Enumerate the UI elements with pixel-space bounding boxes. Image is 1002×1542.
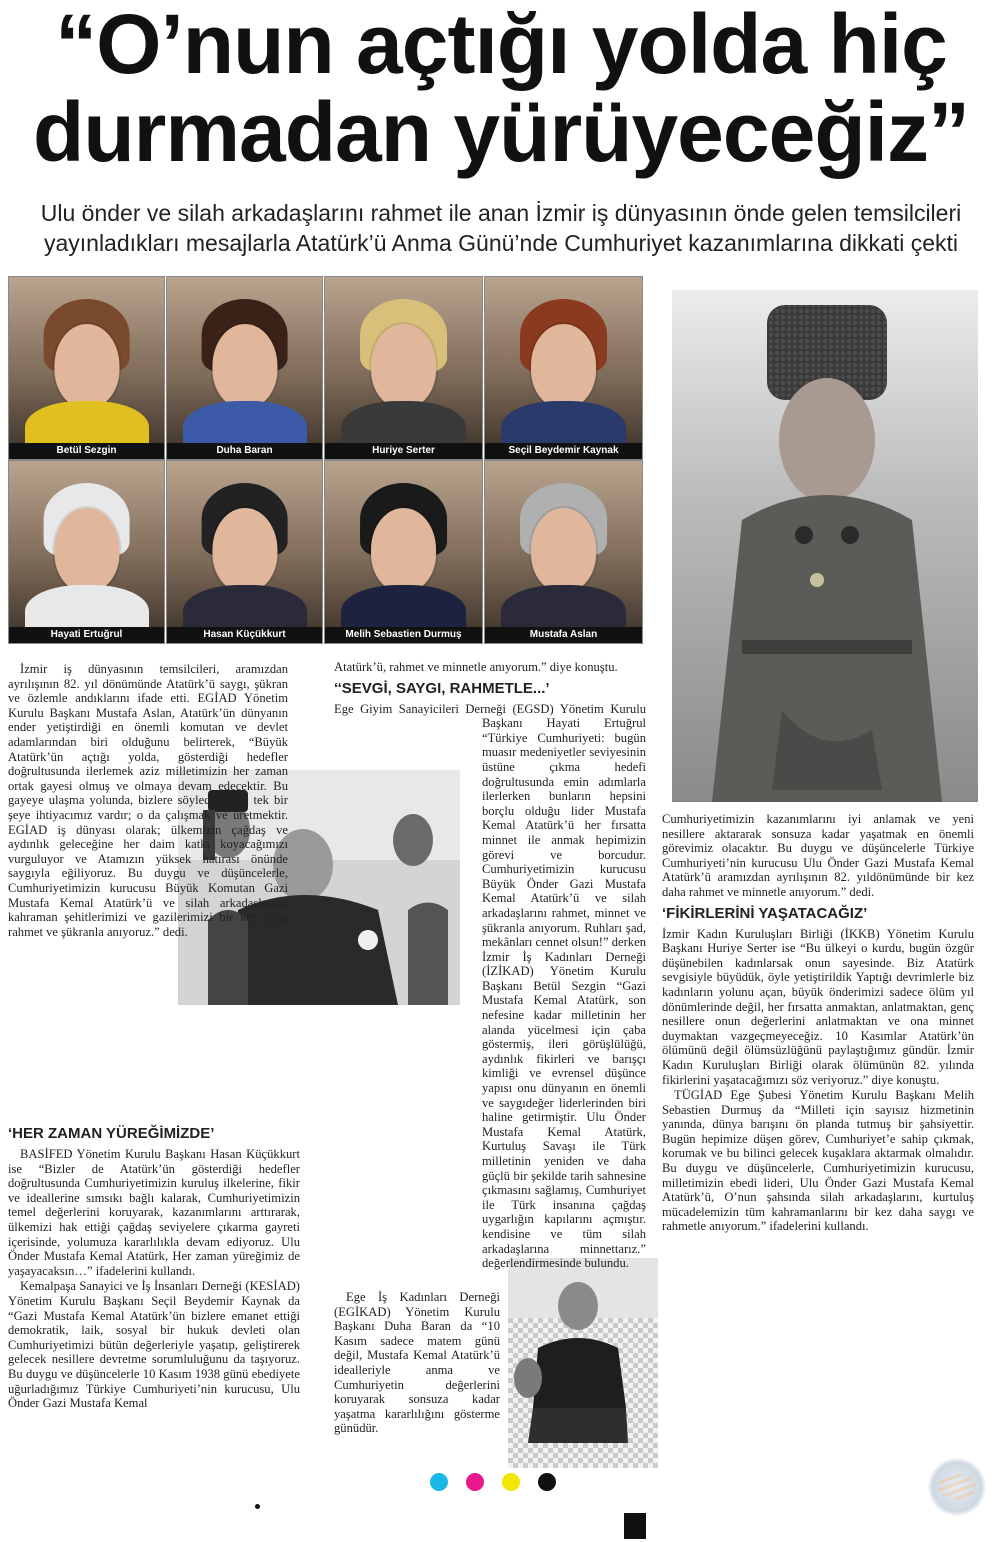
photo-caption: Betül Sezgin xyxy=(9,443,164,459)
crop-block-mark xyxy=(624,1513,646,1539)
col2-paragraph-2: Ege İş Kadınları Derneği (EGİKAD) Yönetim Kurulu Başkanı Duha Baran da “10 Kasım sadece matem günü değil, Mustafa Kemal Atatürk’ü idealleriyle anma ve Cumhuriyetin değerlerini koruyarak sonsuza kadar yaşatma kararlılığını gösterme günüdür. xyxy=(334,1290,500,1436)
col1-paragraph-1: İzmir iş dünyasının temsilcileri, aramızdan ayrılışının 82. yıl dönümünde Atatürk’ü saygı, şükran ve özlemle andıklarını ifade etti. EGİAD Yönetim Kurulu Başkanı Mustafa Aslan, Atatürk’ün dünyanın ender yetiştirdiği en önemli komutan ve devlet adamlarından biri olduğunu belirterek, “Büyük Atatürk’ün açtığı yolda, gösterdiği hedefler doğrultusunda ilerlemek aziz milletimizin her zaman ortak gayesi olmuş ve olmaya devam edecektir. Bu gayeye ulaşma yolunda, bizlere söylediği gibi tek bir şeye ihtiyacımız vardır; o da çalışmak ve üretmektir. EGİAD iş dünyası olarak; ülkemizin çağdaş ve aydınlık geleceğine her daim katkı koyacağımızı vurguluyor ve Atamızın yüksek hatırası önünde saygıyla eğiliyoruz. Bu duygu ve düşüncelerle, Cumhuriyetimizin kurucusu Büyük Komutan Gazi Mustafa Kemal Atatürk’ü ve silah arkadaşlarını, kahraman şehitlerimizi ve gazilerimizi bir kez daha rahmet ve şükranla anıyoruz.” dedi. xyxy=(8,662,288,939)
photo-caption: Seçil Beydemir Kaynak xyxy=(485,443,642,459)
magenta-dot xyxy=(466,1473,484,1491)
portrait-photo xyxy=(166,460,323,644)
subtitle xyxy=(0,198,1002,258)
subtitle-line-1: Ulu önder ve silah arkadaşlarını rahmet ile anan İzmir iş dünyasının önde gelen temsilcileri xyxy=(40,200,962,226)
ataturk-seated-photo xyxy=(508,1258,658,1468)
portrait-face xyxy=(54,508,119,592)
headline-line-1: “O’nun açtığı yolda hiç xyxy=(55,0,947,91)
portrait-face xyxy=(212,324,277,408)
portrait-photo xyxy=(8,460,165,644)
col3-paragraph-0: Cumhuriyetimizin kazanımlarını iyi anlamak ve yeni nesillere aktararak sonsuza kadar yaşatmak en önemli görevimiz olacaktır. Bu duygu ve düşüncelerle Türkiye Cumhuriyeti’nin kurucusu Ulu Önder Gazi Mustafa Kemal Atatürk’ü aramızdan ayrılışının 82. yıldönümünde bir kez daha rahmet ve minnetle anıyorum.” dedi. xyxy=(662,812,974,899)
portrait-face xyxy=(371,324,437,408)
photo-caption: Hasan Küçükkurt xyxy=(167,627,322,643)
print-color-marks xyxy=(430,1473,570,1496)
col1-paragraph-2: BASİFED Yönetim Kurulu Başkanı Hasan Küçükkurt ise “Bizler de Atatürk’ün gösterdiği hedefler doğrultusunda Cumhuriyetimizin kuruluş ilkelerine, fikir ve ideallerine sımsıkı bağlı kalarak, Cumhuriyetimizin temel değerlerini koruyarak, kazanımlarını arttırarak, ülkemizi hak ettiği çağdaş seviyelere çıkarma gayreti içerisinde, yolumuza kararlılıkla devam ediyoruz. Ulu Önder Mustafa Kemal Atatürk, Her zaman yüreğimiz de yaşayacaksın…” ifadelerini kullandı. xyxy=(8,1147,300,1278)
section-heading-sevgi-saygi: ‘‘SEVGİ, SAYGI, RAHMETLE...’ xyxy=(334,679,550,697)
article-column-3 xyxy=(662,812,974,1235)
article-column-1-lower xyxy=(8,1120,300,1412)
source-logo-icon xyxy=(928,1458,986,1516)
col2-paragraph-0: Atatürk’ü, rahmet ve minnetle anıyorum.” diye konuştu. xyxy=(334,660,618,674)
col2-paragraph-1: Ege Giyim Sanayicileri Derneği (EGSD) Yönetim Kurulu Başkanı Hayati Ertuğrul “Türkiye Cumhuriyeti: bugün muasır medeniyetler seviyesinin üstüne çıkma hedefi doğrultusunda emin adımlarla ilerlerken bunların hepsini borçlu olduğu lider Mustafa Kemal Atatürk’ü her fırsatta minnet ile anmak hepimizin görevi ve borcudur. Cumhuriyetimizin kurucusu Büyük Önder Gazi Mustafa Kemal Atatürk’ü ve silah arkadaşlarını rahmet, minnet ve şükranla anıyorum. Ruhları şad, mekânları cennet olsun!” derken İzmir İş Kadınları Derneği (İZİKAD) Yönetim Kurulu Başkanı Betül Sezgin “Gazi Mustafa Kemal Atatürk, son nefesine kadar milletinin her alanda yücelmesi için çaba göstermiş, ileri görüşlülüğü, aydınlık fikirleri ve barışçı kimliği ve evrensel düşünce yapısı onu dünyanın en önemli ve saygıdeğer liderlerinden biri haline getirmiştir. Ulu Önder Mustafa Kemal Atatürk, Kurtuluş Savaşı ile Türk milletinin yeniden ve daha güçlü bir şekilde tarih sahnesine çıkmasını sağlamış, Cumhuriyet ile Türk insanına çağdaş uygarlığın kapılarını açmıştır. kendisine ve tüm silah arkadaşlarına minnettarız.” değerlendirmesinde bulundu. xyxy=(334,701,646,1271)
page-dot xyxy=(255,1504,260,1509)
portrait-photo xyxy=(8,276,165,460)
col3-paragraph-1: İzmir Kadın Kuruluşları Birliği (İKKB) Yönetim Kurulu Başkanı Huriye Serter ise “Bu ülkeyi o kurdu, bugün özgür düşünebilen kadınlarsak onun sayesinde. Biz Atatürk sevgisiyle büyüdük, öyle yetiştirildik Yaptığı devrimlerle biz kadınların yolunu açan, büyük önderimizi sadece ölüm yıl dönümlerinde değil, her fırsatta anmaktan, anlatmaktan, genç nesillere onun değerlerini anlatmaktan ve ona minnet duymaktan vazgeçmeyeceğiz. 10 Kasımlar Atatürk’ün ölümünü değil ölümsüzlüğünü paylaştığımız gündür. İzmir Kadın Kuruluşları Birliği olarak ölümünün 82. yılında fikirlerini yaşatacağımızı söz veriyoruz.” diye konuştu. xyxy=(662,926,974,1087)
ataturk-uniform-portrait xyxy=(672,290,978,802)
article-column-1 xyxy=(8,662,288,940)
cyan-dot xyxy=(430,1473,448,1491)
photo-caption: Duha Baran xyxy=(167,443,322,459)
section-heading-fikirlerini: ‘FİKİRLERİNİ YAŞATACAĞIZ’ xyxy=(662,904,868,922)
article-column-2 xyxy=(334,660,646,1272)
yellow-dot xyxy=(502,1473,520,1491)
black-dot xyxy=(538,1473,556,1491)
photo-caption: Hayati Ertuğrul xyxy=(9,627,164,643)
portrait-face xyxy=(212,508,277,592)
section-heading-her-zaman: ‘HER ZAMAN YÜREĞİMİZDE’ xyxy=(8,1125,215,1142)
photo-caption: Melih Sebastien Durmuş xyxy=(325,627,482,643)
headline xyxy=(0,0,1002,179)
photo-caption: Huriye Serter xyxy=(325,443,482,459)
article-column-2-lower xyxy=(334,1290,500,1437)
headline-line-2: durmadan yürüyeceğiz” xyxy=(33,85,969,179)
ataturk-uniform-illustration xyxy=(672,290,978,802)
portrait-face xyxy=(531,324,597,408)
portrait-photo xyxy=(484,276,643,460)
subtitle-line-2: yayınladıkları mesajlarla Atatürk’ü Anma Günü’nde Cumhuriyet kazanımlarına dikkati çekti xyxy=(43,230,959,256)
portrait-photo xyxy=(324,276,483,460)
portrait-photo xyxy=(166,276,323,460)
col1-paragraph-3: Kemalpaşa Sanayici ve İş İnsanları Derneği (KESİAD) Yönetim Kurulu Başkanı Seçil Beydemir Kaynak da “Gazi Mustafa Kemal Atatürk’ün bizlere emanet ettiği demokratik, laik, sosyal bir hukuk devleti olan Cumhuriyetimizi bütün değerleriyle yaşatıp, geliştirerek gelecek nesillere devretme sorumluluğunu da taşıyoruz. Bu duygu ve düşüncelerle 10 Kasım 1938 günü ebediyete uğurladığımız Türkiye Cumhuriyeti’nin kurucusu, Ulu Önder Gazi Mustafa Kemal xyxy=(8,1279,300,1411)
photo-caption: Mustafa Aslan xyxy=(485,627,642,643)
portrait-face xyxy=(371,508,437,592)
portrait-photo xyxy=(484,460,643,644)
portrait-face xyxy=(54,324,119,408)
source-logo-lines xyxy=(938,1474,976,1500)
ataturk-seated-illustration xyxy=(508,1258,658,1468)
col3-paragraph-2: TÜGİAD Ege Şubesi Yönetim Kurulu Başkanı Melih Sebastien Durmuş da “Milleti için sayısız hizmetinin yanında, dünya barışını ön planda tutmuş bir şahsiyettir. Bugün hepimize düşen görev, Cumhuriyet’e sahip çıkmak, korumak ve bu bilinci gelecek kuşaklara aktarmak olmalıdır. Bu duygu ve düşüncelerle, Cumhuriyetimizin kurucusu, milletimizin ebedi lideri, Ulu Önder Gazi Mustafa Kemal Atatürk’ü, O’nun şahsında silah arkadaşlarını, kurtuluş mücadelemizin tüm kahramanlarını bir kez daha saygı ve rahmetle anıyorum.” ifadelerini kullandı. xyxy=(662,1088,974,1234)
portrait-photo xyxy=(324,460,483,644)
portrait-face xyxy=(531,508,597,592)
